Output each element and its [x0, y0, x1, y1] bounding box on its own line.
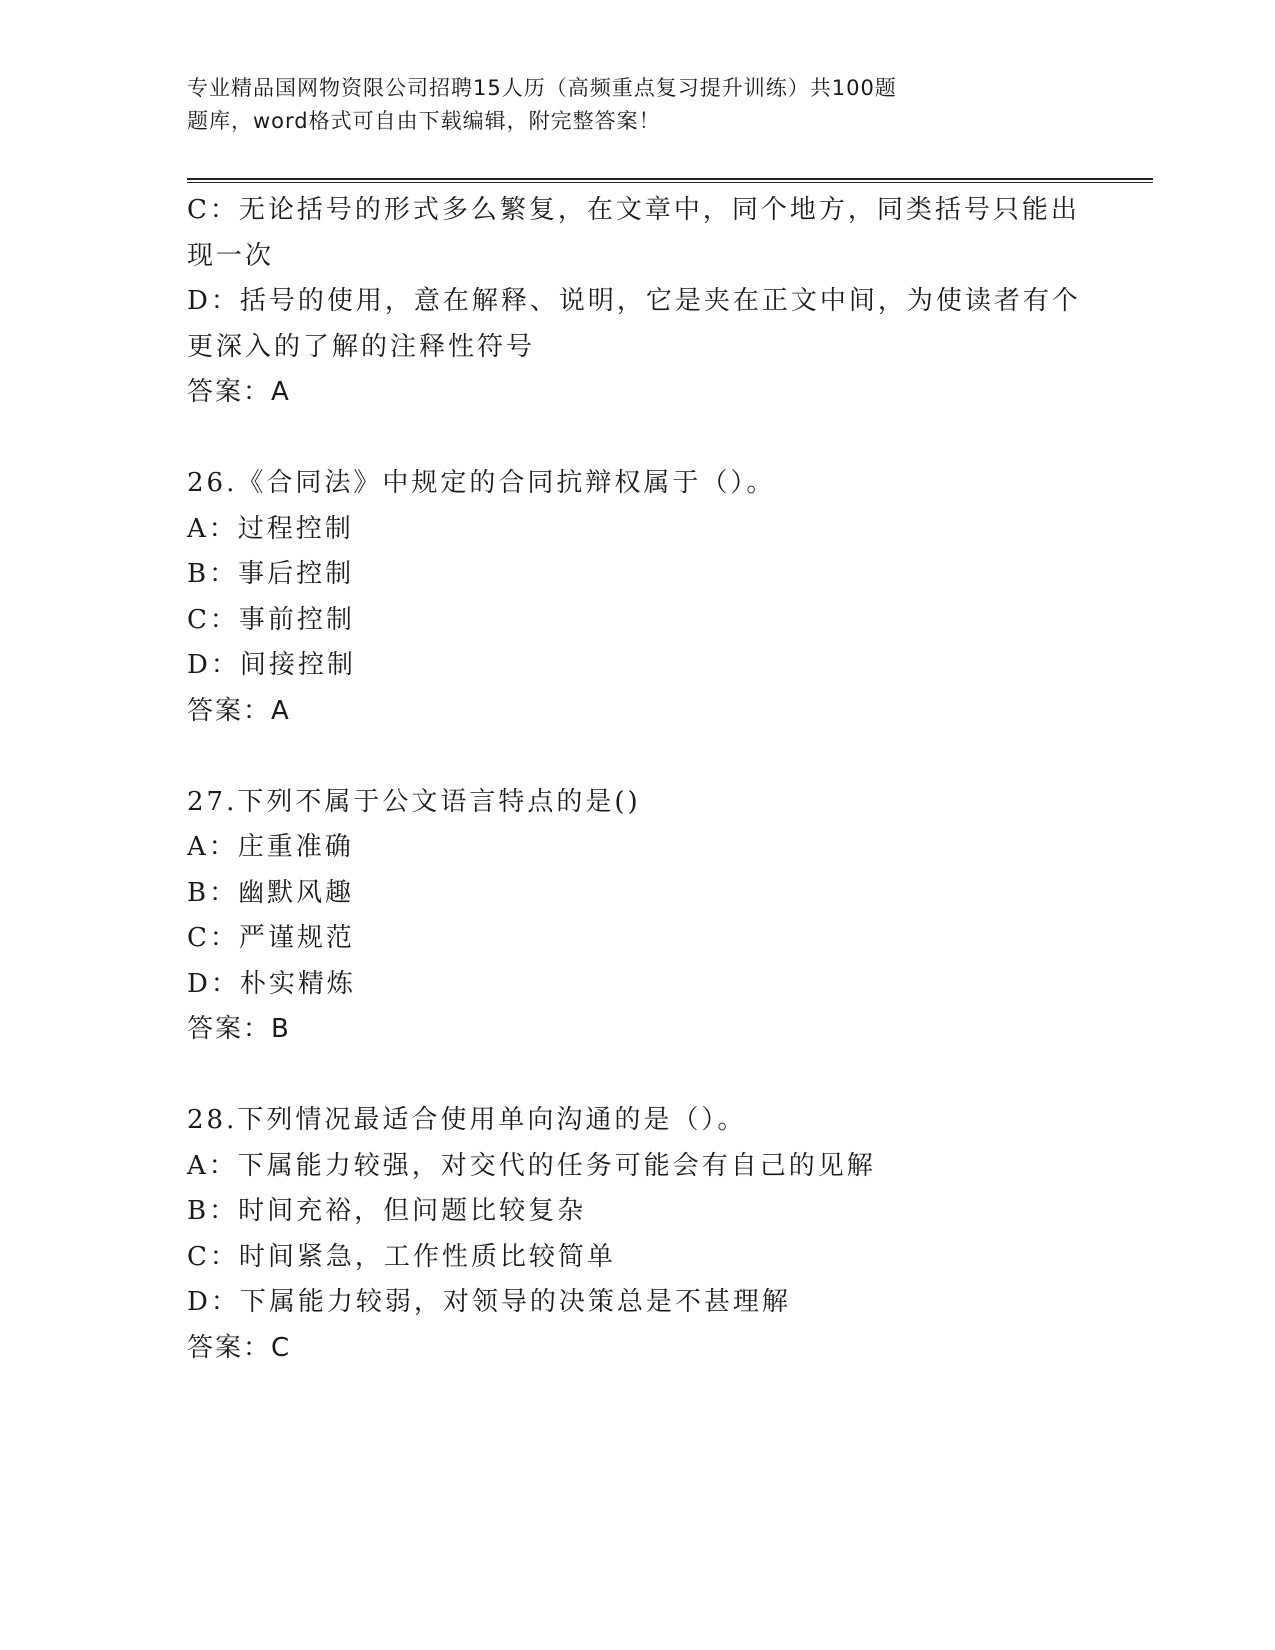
option-b: B：时间充裕，但问题比较复杂 — [187, 1196, 587, 1226]
question-content — [187, 188, 1087, 1371]
previous-question-continuation — [187, 188, 1087, 416]
option-d: D：朴实精炼 — [187, 968, 356, 999]
option-c: C：严谨规范 — [187, 923, 355, 953]
option-a: A：庄重准确 — [187, 832, 354, 862]
option-c: C：无论括号的形式多么繁复，在文章中，同个地方，同类括号只能出 — [187, 195, 1080, 225]
question-28 — [187, 1098, 1087, 1371]
answer-label: 答案：B — [187, 1014, 291, 1044]
option-d: D：间接控制 — [187, 650, 356, 680]
option-d: D：括号的使用，意在解释、说明，它是夹在正文中间，为使读者有个 — [187, 286, 1081, 316]
question-stem: 27.下列不属于公文语言特点的是() — [187, 786, 641, 817]
spacer — [187, 734, 1087, 780]
header-title-line-2: 题库，word格式可自由下载编辑，附完整答案！ — [187, 109, 661, 133]
question-stem: 28.下列情况最适合使用单向沟通的是（）。 — [187, 1105, 747, 1135]
option-c: C：事前控制 — [187, 604, 355, 635]
answer-label: 答案：A — [187, 377, 291, 407]
question-27 — [187, 780, 1087, 1053]
document-header — [187, 72, 1087, 138]
spacer — [187, 416, 1087, 462]
question-26 — [187, 461, 1087, 734]
header-divider — [187, 178, 1153, 183]
option-b: B：事后控制 — [187, 559, 355, 589]
option-d-continued: 更深入的了解的注释性符号 — [187, 331, 536, 362]
header-title-line-1: 专业精品国网物资限公司招聘15人历（高频重点复习提升训练）共100题 — [187, 76, 897, 100]
answer-label: 答案：A — [187, 695, 291, 726]
option-a: A：过程控制 — [187, 513, 354, 544]
option-c: C：时间紧急，工作性质比较简单 — [187, 1241, 616, 1272]
option-c-continued: 现一次 — [187, 240, 275, 271]
option-a: A：下属能力较强，对交代的任务可能会有自己的见解 — [187, 1150, 876, 1181]
option-d: D：下属能力较弱，对领导的决策总是不甚理解 — [187, 1287, 791, 1317]
option-b: B：幽默风趣 — [187, 877, 355, 908]
answer-label: 答案：C — [187, 1332, 292, 1363]
spacer — [187, 1053, 1087, 1099]
question-stem: 26.《合同法》中规定的合同抗辩权属于（）。 — [187, 468, 776, 498]
